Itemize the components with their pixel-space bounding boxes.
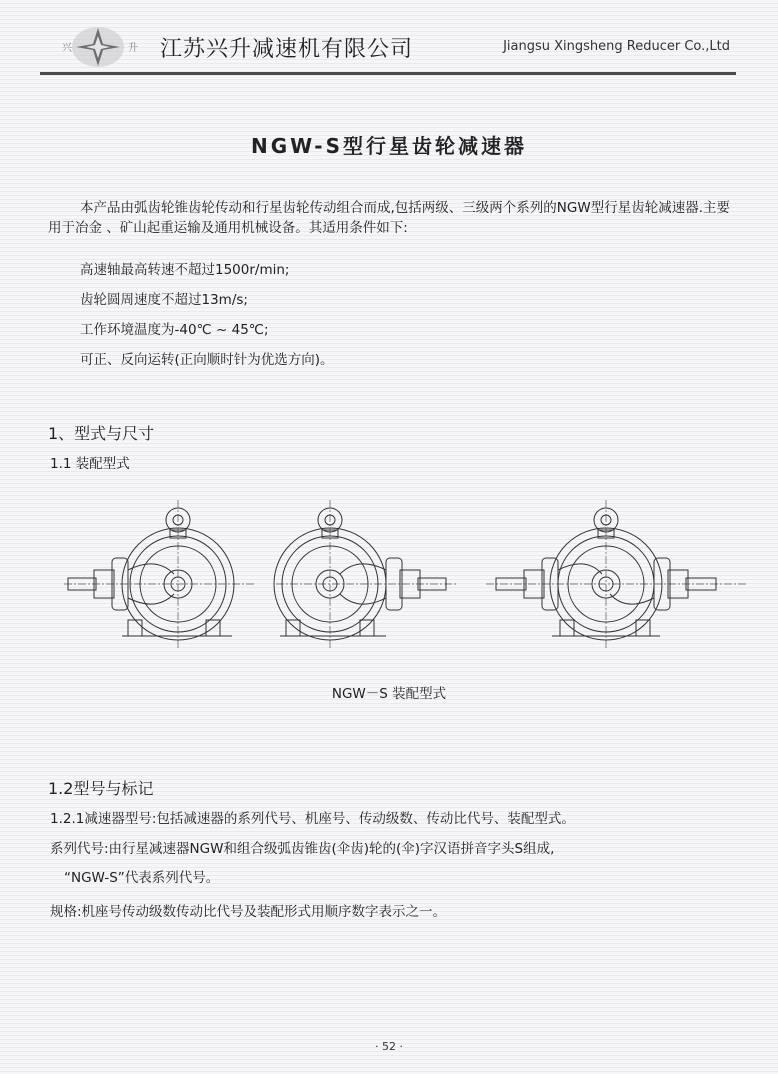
company-name-en: Jiangsu Xingsheng Reducer Co.,Ltd (503, 39, 730, 54)
assembly-drawing-3 (486, 500, 746, 650)
header-rule (40, 72, 736, 75)
page-header (40, 22, 736, 76)
section-1-2-heading: 1.2型号与标记 (48, 779, 154, 798)
specification-definition: 规格:机座号传动级数传动比代号及装配形式用顺序数字表示之一。 (50, 904, 447, 920)
assembly-types-figure (56, 500, 756, 680)
intro-paragraph: 本产品由弧齿轮锥齿轮传动和行星齿轮传动组合而成,包括两级、三级两个系列的NGW型行星齿轮减速器.主要用于冶金 、矿山起重运输及通用机械设备。其适用条件如下: (48, 200, 730, 236)
condition-velocity: 齿轮圆周速度不超过13m/s; (80, 292, 248, 308)
assembly-drawing-2 (274, 500, 456, 650)
company-logo (48, 24, 148, 70)
logo-char-right: 升 (128, 43, 138, 54)
page-title: NGW-S型行星齿轮减速器 (250, 134, 528, 158)
figure-caption: NGW－S 装配型式 (331, 686, 447, 702)
condition-temperature: 工作环境温度为-40℃ ~ 45℃; (80, 322, 269, 338)
series-code-example: “NGW-S”代表系列代号。 (64, 870, 220, 886)
company-name-cn: 江苏兴升减速机有限公司 (160, 37, 414, 62)
model-definition: 1.2.1减速器型号:包括减速器的系列代号、机座号、传动级数、传动比代号、装配型式。 (50, 811, 575, 827)
section-1-heading: 1、型式与尺寸 (48, 424, 155, 443)
condition-speed: 高速轴最高转速不超过1500r/min; (80, 262, 290, 278)
section-1-1-heading: 1.1 装配型式 (50, 456, 130, 472)
assembly-drawing-1 (64, 500, 256, 650)
page-number: · 52 · (375, 1040, 403, 1053)
condition-rotation: 可正、反向运转(正向顺时针为优选方向)。 (80, 352, 334, 368)
logo-char-left: 兴 (62, 43, 72, 54)
series-code-definition: 系列代号:由行星减速器NGW和组合级弧齿锥齿(伞齿)轮的(伞)字汉语拼音字头S组成, (50, 841, 555, 857)
